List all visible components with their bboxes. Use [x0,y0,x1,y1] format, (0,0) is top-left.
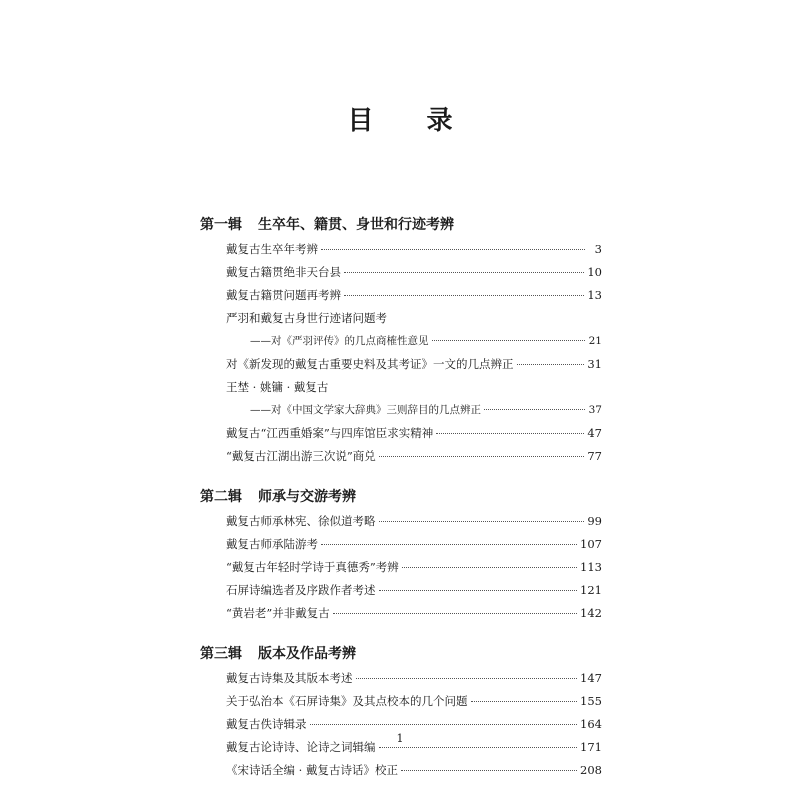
entry-title: 石屏诗编选者及序跋作者考述 [226,583,376,597]
dot-leader [432,340,586,341]
entry-title: 严羽和戴复古身世行迹诸问题考 [226,311,387,325]
entry-title: 戴复古生卒年考辨 [226,242,318,256]
section-heading [200,484,602,510]
entry-page-number: 171 [580,740,602,754]
section-title: 师承与交游考辨 [258,489,356,505]
toc-subtitle-entry[interactable] [250,399,602,422]
entry-page-number: 31 [587,357,602,371]
toc-subtitle-entry[interactable] [250,330,602,353]
section-number: 第三辑 [200,646,242,662]
dot-leader [333,613,577,614]
toc-entry[interactable] [226,667,602,690]
dot-leader [379,590,578,591]
entry-title: 《宋诗话全编 · 戴复古诗话》校正 [226,763,398,777]
entry-title: “黄岩老”并非戴复古 [226,606,330,620]
entry-page-number: 107 [580,537,602,551]
dot-leader [356,678,578,679]
dot-leader [517,364,585,365]
entry-page-number: 47 [587,426,602,440]
entry-title: 对《新发现的戴复古重要史料及其考证》一文的几点辨正 [226,357,514,371]
entry-title: 戴复古诗集及其版本考述 [226,671,353,685]
entry-title: 戴复古“江西重婚案”与四库馆臣求实精神 [226,426,434,440]
section-number: 第二辑 [200,489,242,505]
entry-title: 戴复古师承陆游考 [226,537,318,551]
entry-page-number: 113 [580,560,602,574]
page-number: 1 [396,732,404,745]
entry-title: “戴复古江湖出游三次说”商兑 [226,449,376,463]
dot-leader [321,544,577,545]
dot-leader [436,433,584,434]
toc-entry[interactable] [226,376,602,399]
toc-entry[interactable] [226,533,602,556]
entry-title: 戴复古论诗诗、论诗之词辑编 [226,740,376,754]
dot-leader [321,249,585,250]
toc-entry[interactable] [226,556,602,579]
toc-entry[interactable] [226,284,602,307]
dot-leader [310,724,578,725]
entry-page-number: 77 [587,449,602,463]
toc-entry[interactable] [226,422,602,445]
entry-title: 戴复古佚诗辑录 [226,717,307,731]
entry-title: 戴复古师承林宪、徐似道考略 [226,514,376,528]
toc-entry[interactable] [226,579,602,602]
section-heading [200,641,602,667]
page-title: 目 录 [347,106,475,136]
entry-page-number: 155 [580,694,602,708]
entry-title: 戴复古籍贯绝非天台县 [226,265,341,279]
dot-leader [344,295,584,296]
section-title: 版本及作品考辨 [258,646,356,662]
dot-leader [379,521,585,522]
toc-entry[interactable] [226,602,602,625]
toc-entry[interactable] [226,261,602,284]
dot-leader [379,747,578,748]
entry-title: “戴复古年轻时学诗于真德秀”考辨 [226,560,399,574]
entry-title: 戴复古籍贯问题再考辨 [226,288,341,302]
dot-leader [344,272,584,273]
entry-page-number: 142 [580,606,602,620]
toc-section [200,484,602,625]
toc-entry[interactable] [226,759,602,782]
dot-leader [471,701,578,702]
entry-title: ——对《严羽评传》的几点商榷性意见 [250,335,429,347]
entry-title: 关于弘治本《石屏诗集》及其点校本的几个问题 [226,694,468,708]
entry-title: ——对《中国文学家大辞典》三则辞目的几点辨正 [250,404,481,416]
dot-leader [401,770,577,771]
entry-page-number: 37 [588,404,602,416]
dot-leader [379,456,585,457]
section-title: 生卒年、籍贯、身世和行迹考辨 [258,217,454,233]
toc-entry[interactable] [226,510,602,533]
entry-page-number: 164 [580,717,602,731]
dot-leader [402,567,577,568]
toc-section [200,212,602,468]
toc-entry[interactable] [226,307,602,330]
entry-page-number: 147 [580,671,602,685]
entry-page-number: 13 [587,288,602,302]
table-of-contents [200,212,602,798]
entry-page-number: 21 [588,335,602,347]
toc-entry[interactable] [226,690,602,713]
toc-entry[interactable] [226,445,602,468]
section-number: 第一辑 [200,217,242,233]
toc-entry[interactable] [226,238,602,261]
entry-title: 王埜 · 姚镛 · 戴复古 [226,380,329,394]
entry-page-number: 99 [587,514,602,528]
entry-page-number: 121 [580,583,602,597]
section-heading [200,212,602,238]
toc-entry[interactable] [226,353,602,376]
entry-page-number: 3 [594,242,602,256]
entry-page-number: 208 [580,763,602,777]
dot-leader [484,409,585,410]
entry-page-number: 10 [587,265,602,279]
toc-section [200,641,602,782]
